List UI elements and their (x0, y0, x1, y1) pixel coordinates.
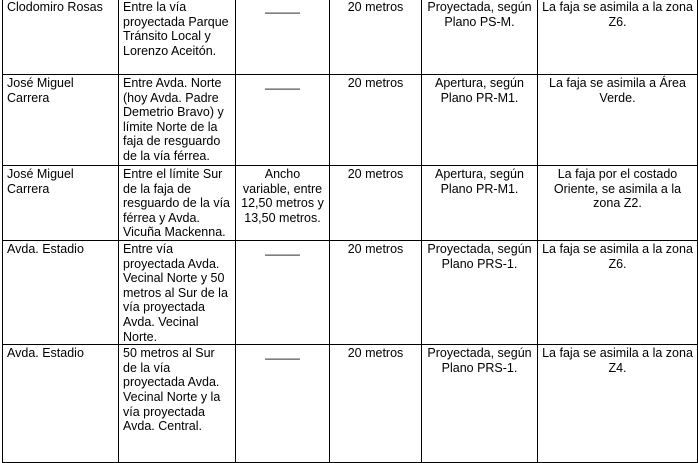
street-name-cell: José Miguel Carrera (3, 75, 119, 166)
strip-cell: La faja se asimila a Área Verde. (538, 75, 698, 166)
observation-cell: Apertura, según Plano PR-M1. (422, 75, 538, 166)
street-name-cell: Clodomiro Rosas (3, 0, 119, 75)
segment-cell: Entre el límite Sur de la faja de resguardo de la vía férrea y Avda. Vicuña Mackenna. (119, 166, 236, 241)
projected-width-cell: 20 metros (330, 345, 422, 463)
projected-width-cell: 20 metros (330, 240, 422, 344)
segment-cell: 50 metros al Sur de la vía proyectada Avda. Vecinal Norte y la vía proyectada Avda. Central. (119, 345, 236, 463)
observation-cell: Proyectada, según Plano PS-M. (422, 0, 538, 75)
street-name-cell: Avda. Estadio (3, 345, 119, 463)
strip-cell: La faja se asimila a la zona Z6. (538, 0, 698, 75)
observation-cell: Proyectada, según Plano PRS-1. (422, 345, 538, 463)
table-row (3, 0, 698, 75)
current-width-cell: _____ (236, 0, 330, 75)
street-table (2, 0, 698, 463)
table-row (3, 166, 698, 241)
segment-cell: Entre vía proyectada Avda. Vecinal Norte y 50 metros al Sur de la vía proyectada Avda. Vecinal Norte. (119, 240, 236, 344)
observation-cell: Proyectada, según Plano PRS-1. (422, 240, 538, 344)
projected-width-cell: 20 metros (330, 166, 422, 241)
segment-cell: Entre la vía proyectada Parque Tránsito Local y Lorenzo Aceitón. (119, 0, 236, 75)
strip-cell: La faja por el costado Oriente, se asimila a la zona Z2. (538, 166, 698, 241)
projected-width-cell: 20 metros (330, 75, 422, 166)
strip-cell: La faja se asimila a la zona Z4. (538, 345, 698, 463)
current-width-cell: _____ (236, 240, 330, 344)
current-width-cell: _____ (236, 345, 330, 463)
street-name-cell: Avda. Estadio (3, 240, 119, 344)
observation-cell: Apertura, según Plano PR-M1. (422, 166, 538, 241)
street-name-cell: José Miguel Carrera (3, 166, 119, 241)
table-row (3, 240, 698, 344)
table-row (3, 345, 698, 463)
strip-cell: La faja se asimila a la zona Z6. (538, 240, 698, 344)
table-row (3, 75, 698, 166)
projected-width-cell: 20 metros (330, 0, 422, 75)
current-width-cell: Ancho variable, entre 12,50 metros y 13,50 metros. (236, 166, 330, 241)
segment-cell: Entre Avda. Norte (hoy Avda. Padre Demetrio Bravo) y límite Norte de la faja de resguardo de la vía férrea. (119, 75, 236, 166)
current-width-cell: _____ (236, 75, 330, 166)
